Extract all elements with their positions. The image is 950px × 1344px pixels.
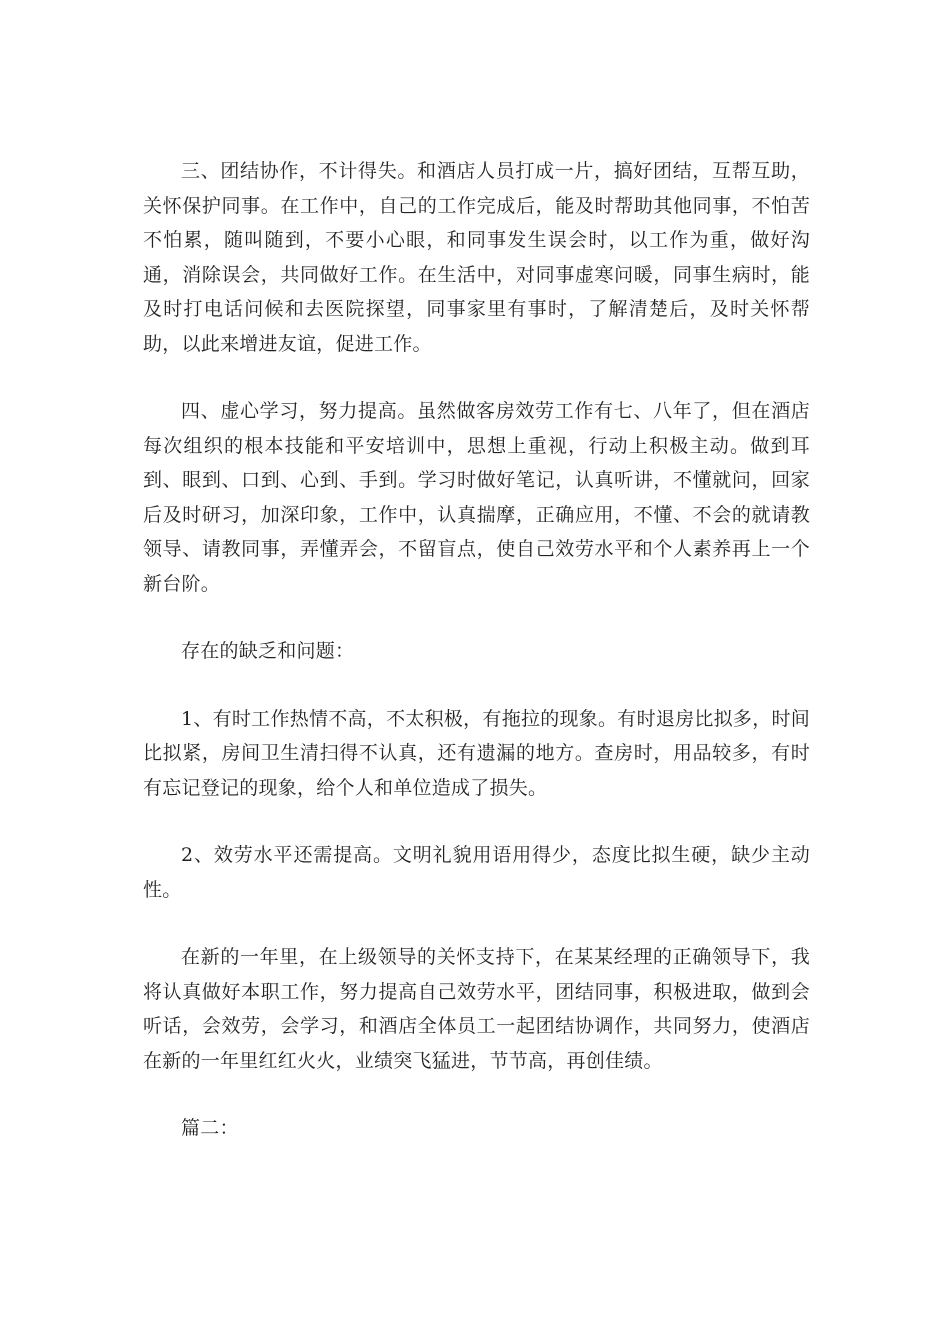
paragraph-issue-1: 1、有时工作热情不高，不太积极，有拖拉的现象。有时退房比拟多，时间比拟紧，房间卫生清扫得不认真，还有遗漏的地方。查房时，用品较多，有时有忘记登记的现象，给个人和单位造成了损失。	[143, 707, 810, 799]
paragraph-humble-learning: 四、虚心学习，努力提高。虽然做客房效劳工作有七、八年了，但在酒店每次组织的根本技能和平安培训中，思想上重视，行动上积极主动。做到耳到、眼到、口到、心到、手到。学习时做好笔记，认真听讲，不懂就问，回家后及时研习，加深印象，工作中，认真揣摩，正确应用，不懂、不会的就请教领导、请教同事，弄懂弄会，不留盲点，使自己效劳水平和个人素养再上一个新台阶。	[143, 400, 810, 595]
paragraph-shortcomings-heading: 存在的缺乏和问题：	[181, 640, 355, 662]
document-body	[143, 154, 810, 1179]
paragraph-new-year-plan: 在新的一年里，在上级领导的关怀支持下，在某某经理的正确领导下，我将认真做好本职工作，努力提高自己效劳水平，团结同事，积极进取，做到会听话，会效劳，会学习，和酒店全体员工一起团结协调作，共同努力，使酒店在新的一年里红红火火，业绩突飞猛进，节节高，再创佳绩。	[143, 946, 810, 1072]
section-heading-part-two: 篇二：	[181, 1117, 239, 1139]
paragraph-unity-cooperation: 三、团结协作，不计得失。和酒店人员打成一片，搞好团结，互帮互助，关怀保护同事。在工作中，自己的工作完成后，能及时帮助其他同事，不怕苦不怕累，随叫随到，不要小心眼，和同事发生误会时，以工作为重，做好沟通，消除误会，共同做好工作。在生活中，对同事虚寒问暖，同事生病时，能及时打电话问候和去医院探望，同事家里有事时，了解清楚后，及时关怀帮助，以此来增进友谊，促进工作。	[143, 160, 810, 355]
paragraph-issue-2: 2、效劳水平还需提高。文明礼貌用语用得少，态度比拟生硬，缺少主动性。	[143, 844, 810, 901]
